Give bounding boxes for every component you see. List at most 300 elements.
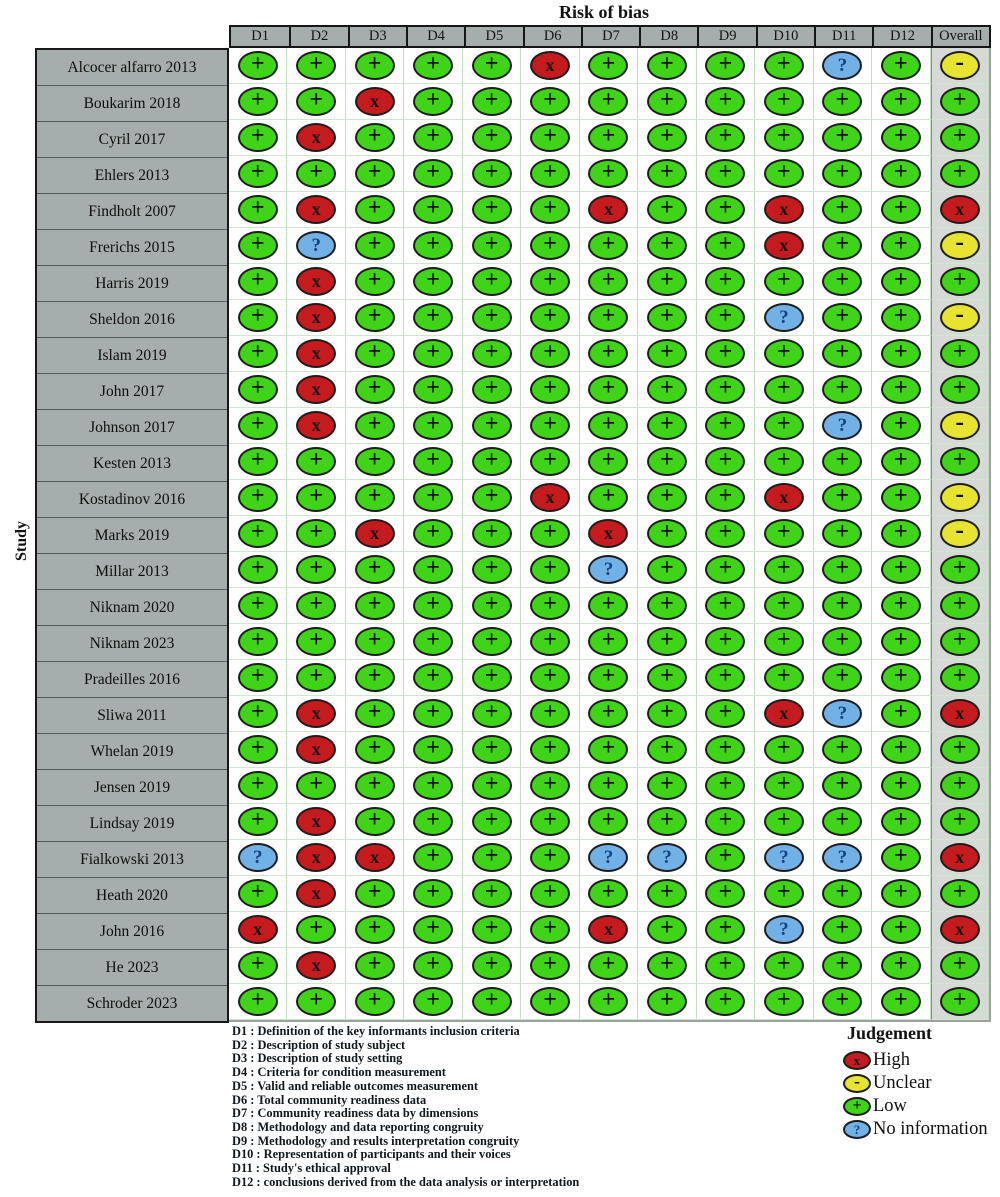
judgement-symbol: +	[601, 771, 616, 797]
rating-cell	[638, 192, 696, 228]
low-judgement-icon	[413, 951, 453, 980]
rating-cell	[287, 696, 345, 732]
rating-cell	[463, 480, 521, 516]
rating-cell	[872, 192, 930, 228]
judgement-symbol: x	[545, 55, 555, 75]
rating-cell	[755, 408, 813, 444]
judgement-symbol: +	[601, 51, 616, 77]
low-judgement-icon	[413, 663, 453, 692]
low-judgement-icon	[413, 123, 453, 152]
rating-cell	[580, 408, 638, 444]
low-judgement-icon	[764, 807, 804, 836]
judgement-symbol: x	[311, 415, 321, 435]
rating-cell	[404, 516, 462, 552]
low-judgement-icon	[530, 267, 570, 296]
rating-cell	[814, 480, 872, 516]
legend-item-label: Low	[873, 1096, 907, 1116]
judgement-symbol: +	[835, 483, 850, 509]
low-judgement-icon	[647, 231, 687, 260]
high-judgement-icon	[296, 879, 336, 908]
rating-cell	[346, 984, 404, 1020]
judgement-symbol: +	[777, 555, 791, 581]
low-judgement-icon	[472, 663, 512, 692]
rating-cell	[697, 840, 755, 876]
study-label: Sliwa 2011	[37, 697, 227, 733]
judgement-symbol: +	[543, 663, 557, 689]
study-label: Ehlers 2013	[37, 157, 227, 193]
rating-cell	[521, 984, 579, 1020]
low-judgement-icon	[238, 627, 278, 656]
footnote-line: D2 : Description of study subject	[232, 1037, 406, 1052]
rating-cell	[814, 912, 872, 948]
rating-cell	[814, 228, 872, 264]
low-judgement-icon	[822, 627, 862, 656]
judgement-symbol: +	[601, 663, 616, 689]
judgement-symbol: +	[426, 447, 440, 473]
rating-cell	[229, 264, 287, 300]
rating-cell	[521, 84, 579, 120]
judgement-symbol: +	[718, 267, 733, 293]
judgement-symbol: +	[543, 843, 557, 869]
low-judgement-icon	[588, 663, 628, 692]
rating-cell	[463, 588, 521, 624]
low-judgement-icon	[472, 375, 512, 404]
low-judgement-icon	[472, 987, 512, 1016]
high-judgement-icon	[764, 231, 804, 260]
rating-cell	[463, 516, 521, 552]
judgement-symbol: +	[367, 879, 382, 905]
legend-item-label: High	[873, 1050, 910, 1070]
judgement-symbol: +	[660, 195, 674, 221]
study-label: Niknam 2023	[37, 625, 227, 661]
judgement-symbol: +	[309, 519, 324, 545]
low-judgement-icon	[413, 447, 453, 476]
study-label: He 2023	[37, 949, 227, 985]
judgement-symbol: +	[718, 987, 733, 1013]
low-judgement-icon	[822, 303, 862, 332]
column-header-overall: Overall	[931, 27, 989, 46]
rating-cell	[931, 84, 989, 120]
rating-cell	[872, 804, 930, 840]
rating-cell	[580, 840, 638, 876]
judgement-symbol: +	[367, 987, 382, 1013]
judgement-symbol: -	[955, 47, 965, 76]
low-judgement-icon	[764, 87, 804, 116]
judgement-symbol: +	[367, 771, 382, 797]
judgement-symbol: +	[426, 411, 440, 437]
rating-cell	[872, 228, 930, 264]
high-judgement-icon	[238, 915, 278, 944]
rating-cell	[931, 660, 989, 696]
rating-cell	[872, 624, 930, 660]
rating-cell	[931, 516, 989, 552]
rating-cell	[638, 732, 696, 768]
legend-item-label: No information	[873, 1119, 988, 1139]
high-judgement-icon	[940, 915, 980, 944]
rating-cell	[697, 120, 755, 156]
low-judgement-icon	[238, 807, 278, 836]
judgement-symbol: +	[309, 663, 324, 689]
study-label: John 2017	[37, 373, 227, 409]
judgement-symbol: +	[777, 807, 791, 833]
rating-cell	[463, 48, 521, 84]
judgement-symbol: +	[543, 915, 557, 941]
study-label: Islam 2019	[37, 337, 227, 373]
low-judgement-icon	[472, 879, 512, 908]
rating-cell	[697, 984, 755, 1020]
legend	[843, 1023, 988, 1141]
rating-cell	[463, 768, 521, 804]
low-judgement-icon	[296, 447, 336, 476]
high-judgement-icon	[530, 51, 570, 80]
rating-cell	[229, 408, 287, 444]
rating-cell	[638, 408, 696, 444]
low-judgement-icon	[238, 771, 278, 800]
rating-cell	[404, 336, 462, 372]
judgement-symbol: +	[952, 555, 967, 581]
judgement-symbol: +	[484, 51, 499, 77]
judgement-symbol: x	[955, 199, 965, 219]
low-judgement-icon	[940, 879, 980, 908]
judgement-symbol: +	[426, 699, 440, 725]
low-judgement-icon	[647, 735, 687, 764]
judgement-symbol: +	[893, 375, 908, 401]
rating-cell	[287, 804, 345, 840]
low-judgement-icon	[472, 87, 512, 116]
high-judgement-icon	[296, 267, 336, 296]
low-judgement-icon	[822, 195, 862, 224]
low-judgement-icon	[843, 1097, 871, 1116]
judgement-symbol: x	[545, 487, 555, 507]
judgement-symbol: +	[601, 807, 616, 833]
legend-item-low	[843, 1095, 988, 1118]
rating-cell	[931, 984, 989, 1020]
rating-cell	[755, 444, 813, 480]
low-judgement-icon	[530, 519, 570, 548]
low-judgement-icon	[238, 447, 278, 476]
rating-cell	[638, 48, 696, 84]
low-judgement-icon	[940, 951, 980, 980]
footnote-line: D6 : Total community readiness data	[232, 1092, 427, 1107]
rating-cell	[872, 408, 930, 444]
low-judgement-icon	[822, 591, 862, 620]
judgement-symbol: +	[718, 159, 733, 185]
low-judgement-icon	[940, 339, 980, 368]
low-judgement-icon	[705, 231, 745, 260]
ratings-grid	[229, 48, 991, 1022]
judgement-symbol: +	[952, 375, 967, 401]
judgement-symbol: x	[311, 271, 321, 291]
high-judgement-icon	[355, 843, 395, 872]
low-judgement-icon	[530, 807, 570, 836]
rating-cell	[287, 156, 345, 192]
low-judgement-icon	[588, 267, 628, 296]
rating-cell	[521, 804, 579, 840]
low-judgement-icon	[588, 483, 628, 512]
judgement-symbol: x	[779, 487, 789, 507]
judgement-symbol: +	[426, 951, 440, 977]
low-judgement-icon	[822, 375, 862, 404]
low-judgement-icon	[530, 879, 570, 908]
low-judgement-icon	[940, 267, 980, 296]
low-judgement-icon	[705, 375, 745, 404]
low-judgement-icon	[238, 519, 278, 548]
judgement-symbol: +	[660, 483, 674, 509]
rating-cell	[755, 372, 813, 408]
rating-cell	[521, 912, 579, 948]
rating-cell	[697, 660, 755, 696]
judgement-symbol: +	[893, 915, 908, 941]
low-judgement-icon	[822, 483, 862, 512]
rating-cell	[404, 660, 462, 696]
rating-cell	[463, 660, 521, 696]
judgement-symbol: +	[601, 303, 616, 329]
rating-cell	[404, 264, 462, 300]
rating-cell	[872, 984, 930, 1020]
rating-cell	[580, 300, 638, 336]
study-label: Kesten 2013	[37, 445, 227, 481]
rating-cell	[638, 372, 696, 408]
low-judgement-icon	[472, 843, 512, 872]
judgement-symbol: +	[484, 483, 499, 509]
low-judgement-icon	[413, 519, 453, 548]
rating-cell	[580, 336, 638, 372]
rating-cell	[346, 48, 404, 84]
low-judgement-icon	[413, 303, 453, 332]
low-judgement-icon	[705, 447, 745, 476]
rating-cell	[463, 552, 521, 588]
rating-cell	[521, 372, 579, 408]
low-judgement-icon	[530, 735, 570, 764]
judgement-symbol: +	[601, 987, 616, 1013]
noinfo-judgement-icon	[822, 699, 862, 728]
judgement-symbol: +	[250, 663, 265, 689]
judgement-symbol: +	[660, 699, 674, 725]
low-judgement-icon	[647, 627, 687, 656]
column-header-d9: D9	[697, 27, 755, 46]
rating-cell	[346, 624, 404, 660]
low-judgement-icon	[647, 699, 687, 728]
low-judgement-icon	[238, 951, 278, 980]
rating-cell	[697, 228, 755, 264]
rating-cell	[521, 588, 579, 624]
judgement-symbol: +	[952, 627, 967, 653]
low-judgement-icon	[413, 555, 453, 584]
judgement-symbol: +	[426, 231, 440, 257]
low-judgement-icon	[355, 123, 395, 152]
rating-cell	[521, 876, 579, 912]
rating-cell	[931, 264, 989, 300]
high-judgement-icon	[764, 699, 804, 728]
rating-cell	[814, 732, 872, 768]
rating-cell	[229, 156, 287, 192]
low-judgement-icon	[355, 951, 395, 980]
rating-cell	[638, 444, 696, 480]
low-judgement-icon	[472, 447, 512, 476]
rating-cell	[346, 732, 404, 768]
rating-cell	[697, 552, 755, 588]
judgement-symbol: +	[367, 231, 382, 257]
rating-cell	[229, 696, 287, 732]
rating-cell	[463, 264, 521, 300]
judgement-symbol: +	[718, 843, 733, 869]
judgement-symbol: +	[660, 303, 674, 329]
study-label: Pradeilles 2016	[37, 661, 227, 697]
study-label: Cyril 2017	[37, 121, 227, 157]
rating-cell	[755, 876, 813, 912]
low-judgement-icon	[881, 375, 921, 404]
judgement-symbol: +	[367, 339, 382, 365]
low-judgement-icon	[822, 771, 862, 800]
low-judgement-icon	[355, 735, 395, 764]
rating-cell	[229, 372, 287, 408]
judgement-symbol: +	[601, 159, 616, 185]
rating-cell	[638, 228, 696, 264]
low-judgement-icon	[705, 519, 745, 548]
rating-cell	[229, 336, 287, 372]
low-judgement-icon	[588, 735, 628, 764]
study-label: Lindsay 2019	[37, 805, 227, 841]
study-label: Fialkowski 2013	[37, 841, 227, 877]
low-judgement-icon	[705, 591, 745, 620]
footnote-line: D7 : Community readiness data by dimensions	[232, 1106, 479, 1121]
rating-cell	[931, 336, 989, 372]
low-judgement-icon	[238, 123, 278, 152]
rating-cell	[521, 228, 579, 264]
judgement-symbol: +	[893, 483, 908, 509]
low-judgement-icon	[822, 339, 862, 368]
rating-cell	[638, 696, 696, 732]
rating-cell	[346, 660, 404, 696]
rating-cell	[872, 732, 930, 768]
low-judgement-icon	[881, 51, 921, 80]
rating-cell	[404, 696, 462, 732]
low-judgement-icon	[705, 51, 745, 80]
chart-title: Risk of bias	[558, 2, 650, 22]
judgement-symbol: +	[952, 123, 967, 149]
low-judgement-icon	[355, 807, 395, 836]
judgement-symbol: +	[777, 951, 791, 977]
low-judgement-icon	[705, 879, 745, 908]
rating-cell	[931, 768, 989, 804]
judgement-symbol: +	[484, 807, 499, 833]
judgement-symbol: ?	[603, 558, 614, 580]
low-judgement-icon	[940, 771, 980, 800]
rating-cell	[229, 192, 287, 228]
judgement-symbol: +	[484, 951, 499, 977]
study-label: Millar 2013	[37, 553, 227, 589]
judgement-symbol: x	[311, 379, 321, 399]
judgement-symbol: +	[660, 447, 674, 473]
judgement-symbol: ?	[853, 1122, 861, 1137]
judgement-symbol: +	[250, 195, 265, 221]
rating-cell	[229, 228, 287, 264]
rating-cell	[580, 372, 638, 408]
low-judgement-icon	[940, 591, 980, 620]
judgement-symbol: ?	[603, 846, 614, 868]
low-judgement-icon	[647, 663, 687, 692]
judgement-symbol: +	[367, 663, 382, 689]
low-judgement-icon	[881, 951, 921, 980]
rating-cell	[814, 300, 872, 336]
rating-cell	[404, 804, 462, 840]
low-judgement-icon	[705, 987, 745, 1016]
low-judgement-icon	[355, 591, 395, 620]
rating-cell	[580, 732, 638, 768]
column-header-d8: D8	[639, 27, 697, 46]
rating-cell	[229, 120, 287, 156]
low-judgement-icon	[881, 231, 921, 260]
high-judgement-icon	[530, 483, 570, 512]
rating-cell	[287, 444, 345, 480]
rating-cell	[521, 192, 579, 228]
low-judgement-icon	[530, 447, 570, 476]
rating-cell	[697, 876, 755, 912]
judgement-symbol: x	[311, 883, 321, 903]
judgement-symbol: +	[484, 879, 499, 905]
low-judgement-icon	[413, 87, 453, 116]
rating-cell	[521, 696, 579, 732]
judgement-symbol: +	[893, 987, 908, 1013]
rating-cell	[404, 84, 462, 120]
rating-cell	[872, 588, 930, 624]
low-judgement-icon	[647, 195, 687, 224]
rating-cell	[463, 732, 521, 768]
rating-cell	[755, 228, 813, 264]
rating-cell	[580, 696, 638, 732]
footnote-line: D3 : Description of study setting	[232, 1051, 403, 1066]
rating-cell	[521, 732, 579, 768]
rating-cell	[638, 336, 696, 372]
rating-cell	[521, 840, 579, 876]
judgement-symbol: +	[952, 591, 967, 617]
low-judgement-icon	[355, 483, 395, 512]
rating-cell	[697, 48, 755, 84]
judgement-symbol: +	[777, 339, 791, 365]
noinfo-judgement-icon	[764, 843, 804, 872]
judgement-symbol: x	[311, 847, 321, 867]
rating-cell	[287, 120, 345, 156]
rating-cell	[346, 336, 404, 372]
rating-cell	[872, 768, 930, 804]
rating-cell	[580, 192, 638, 228]
low-judgement-icon	[647, 591, 687, 620]
low-judgement-icon	[822, 447, 862, 476]
low-judgement-icon	[588, 447, 628, 476]
judgement-symbol: +	[250, 231, 265, 257]
judgement-symbol: +	[601, 447, 616, 473]
rating-cell	[755, 300, 813, 336]
low-judgement-icon	[881, 879, 921, 908]
judgement-symbol: +	[426, 627, 440, 653]
rating-cell	[638, 552, 696, 588]
low-judgement-icon	[764, 159, 804, 188]
judgement-symbol: +	[601, 339, 616, 365]
high-judgement-icon	[588, 195, 628, 224]
judgement-symbol: +	[660, 267, 674, 293]
judgement-symbol: ?	[252, 846, 263, 868]
judgement-symbol: +	[660, 951, 674, 977]
rating-cell	[872, 300, 930, 336]
judgement-symbol: +	[484, 195, 499, 221]
low-judgement-icon	[764, 627, 804, 656]
rating-cell	[404, 408, 462, 444]
low-judgement-icon	[822, 735, 862, 764]
judgement-symbol: +	[309, 555, 324, 581]
judgement-symbol: +	[543, 375, 557, 401]
judgement-symbol: ?	[837, 414, 848, 436]
low-judgement-icon	[472, 771, 512, 800]
